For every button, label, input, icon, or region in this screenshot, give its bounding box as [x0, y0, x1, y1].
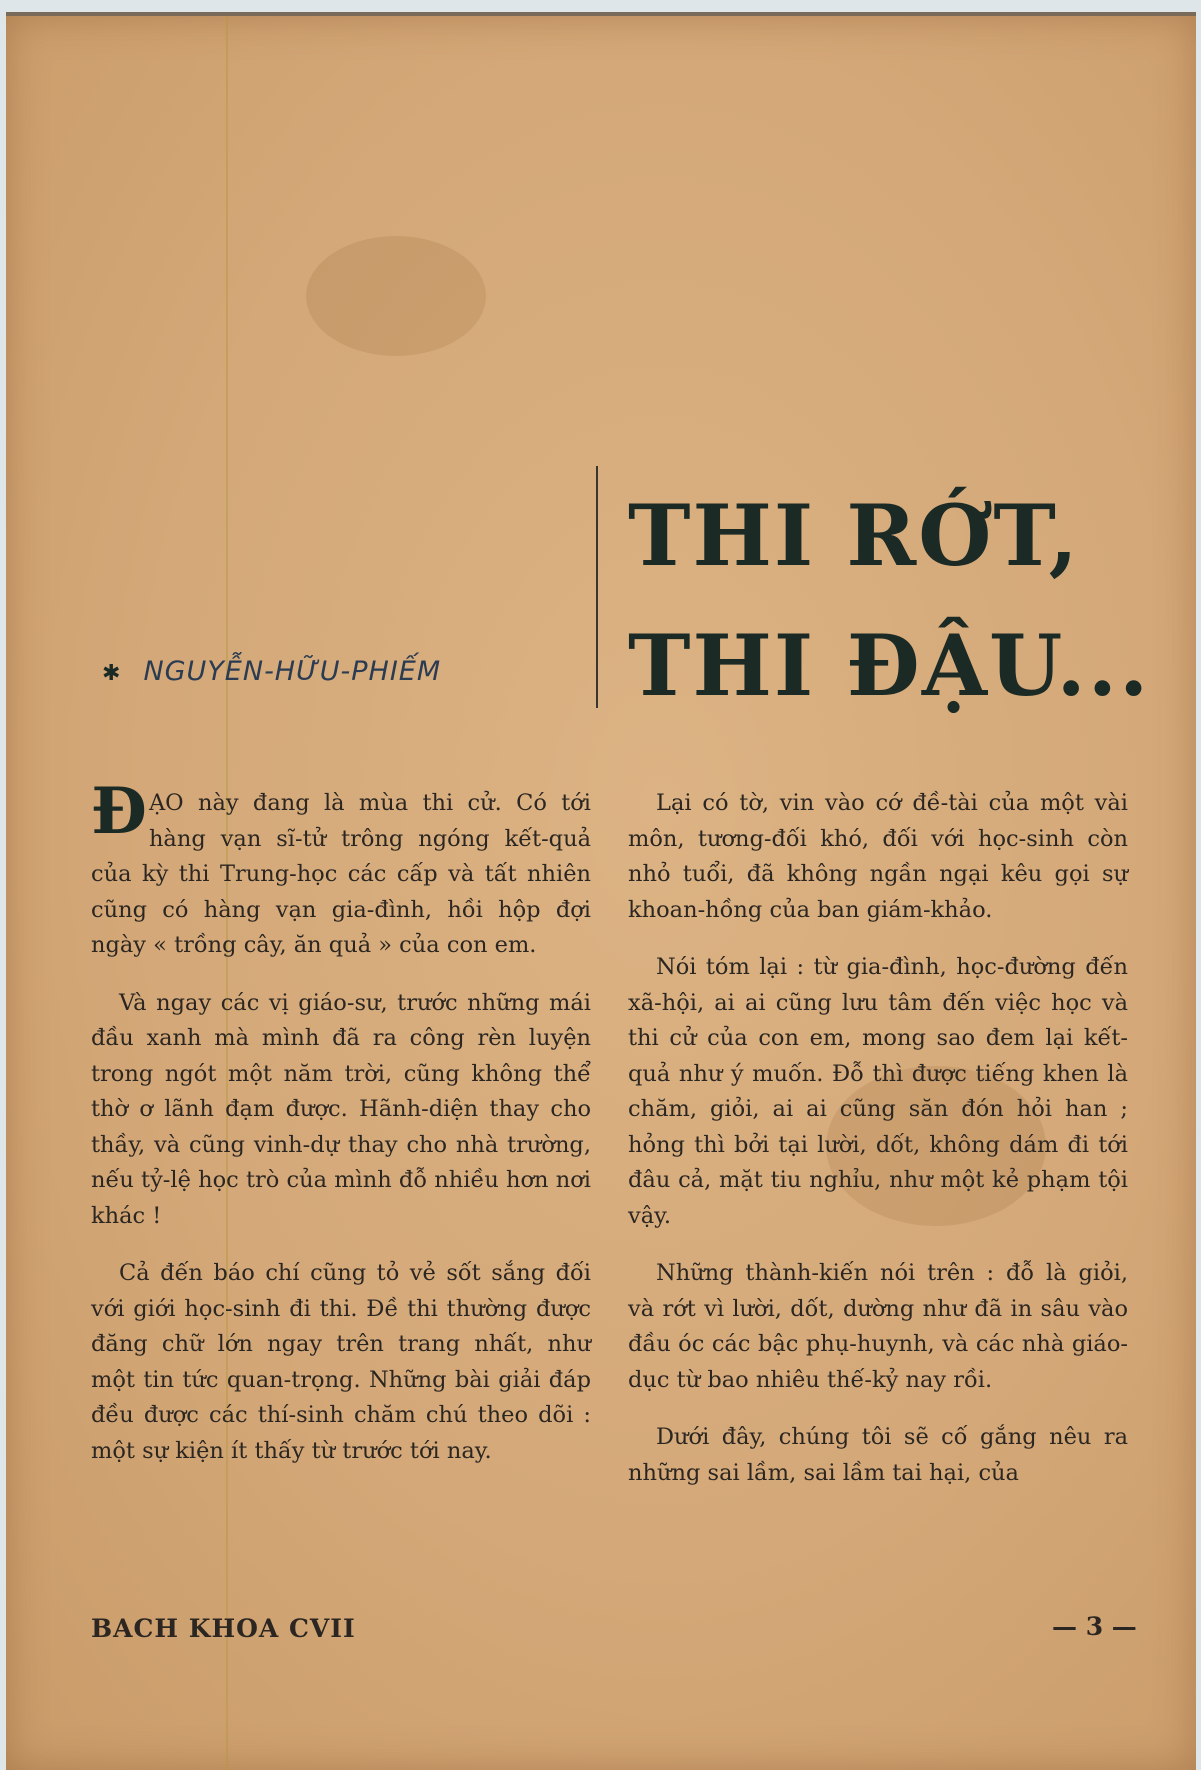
paragraph: Dưới đây, chúng tôi sẽ cố gắng nêu ra những sai lầm, sai lầm tai hại, của — [628, 1424, 1128, 1486]
magazine-page — [6, 12, 1196, 1770]
author-byline — [102, 656, 441, 687]
right-column — [628, 786, 1128, 1513]
left-column — [91, 774, 591, 1491]
paragraph: Những thành-kiến nói trên : đỗ là giỏi, và rớt vì lười, dốt, dường như đã in sâu vào đầu óc các bậc phụ-huynh, và các nhà giáo-dục từ bao nhiêu thế-kỷ nay rồi. — [628, 1260, 1128, 1393]
publication-footer: BACH KHOA CVII — [91, 1614, 356, 1643]
paragraph: Cả đến báo chí cũng tỏ vẻ sốt sắng đối với giới học-sinh đi thi. Đề thi thường được đăng chữ lớn ngay trên trang nhất, như một tin tức quan-trọng. Những bài giải đáp đều được các thí-sinh chăm chú theo dõi : một sự kiện ít thấy từ trước tới nay. — [91, 1260, 591, 1464]
paragraph: Và ngay các vị giáo-sư, trước những mái đầu xanh mà mình đã ra công rèn luyện trong ngót một năm trời, cũng không thể thờ ơ lãnh đạm được. Hãnh-diện thay cho thầy, và cũng vinh-dự thay cho nhà trường, nếu tỷ-lệ học trò của mình đỗ nhiều hơn nơi khác ! — [91, 989, 591, 1229]
star-icon: ✱ — [102, 661, 122, 686]
page-number: — 3 — — [1052, 1612, 1137, 1641]
paper-stain — [306, 236, 486, 356]
author-name: NGUYỄN-HỮU-PHIẾM — [143, 656, 442, 687]
paragraph: Nói tóm lại : từ gia-đình, học-đường đến xã-hội, ai ai cũng lưu tâm đến việc học và thi cử của con em, mong sao đem lại kết-quả như ý muốn. Đỗ thì được tiếng khen là chăm, giỏi, ai ai cũng săn đón hỏi han ; hỏng thì bởi tại lười, dốt, không dám đi tới đâu cả, mặt tiu nghỉu, như một kẻ phạm tội vậy. — [628, 954, 1128, 1229]
article-title — [628, 471, 1150, 731]
paragraph: ĐẠO này đang là mùa thi cử. Có tới hàng vạn sĩ-tử trông ngóng kết-quả của kỳ thi Trung-học các cấp và tất nhiên cũng có hàng vạn gia-đình, hồi hộp đợi ngày « trồng cây, ăn quả » của con em. — [91, 774, 591, 958]
title-divider — [596, 466, 598, 708]
drop-cap: Đ — [91, 774, 147, 849]
paragraph: Lại có tờ, vin vào cớ đề-tài của một vài môn, tương-đối khó, đối với học-sinh còn nhỏ tuổi, đã không ngần ngại kêu gọi sự khoan-hồng của ban giám-khảo. — [628, 790, 1128, 923]
title-line-1: THI RỚT, — [628, 486, 1080, 585]
title-line-2: THI ĐẬU... — [628, 616, 1151, 715]
